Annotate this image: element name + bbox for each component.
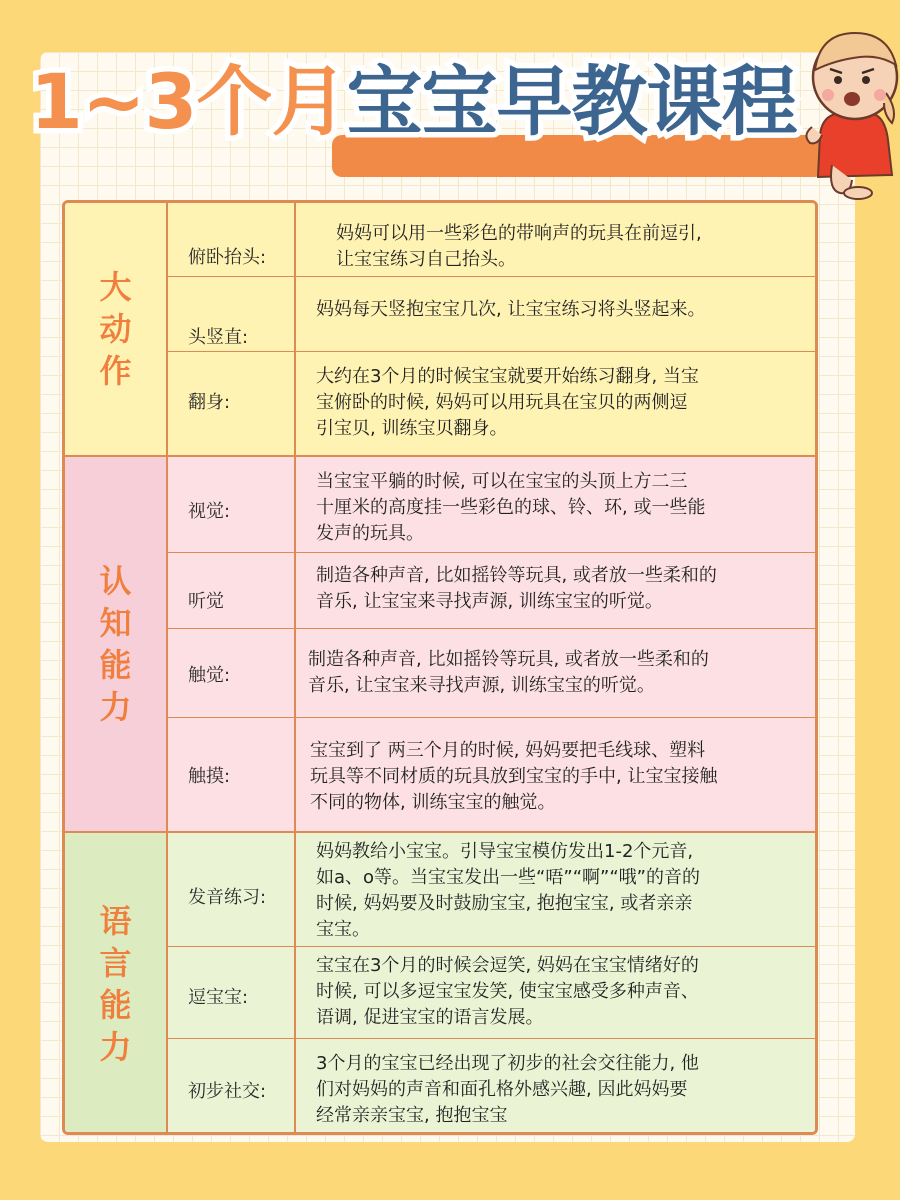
- row-label-cell: [168, 553, 296, 628]
- row-description: 妈妈教给小宝宝。引导宝宝模仿发出1-2个元音, 如a、o等。当宝宝发出一些“唔”“啊”“哦”的音的 时候, 妈妈要及时鼓励宝宝, 抱抱宝宝, 或者亲亲 宝宝。: [316, 841, 700, 940]
- table-row: [168, 718, 815, 831]
- table-row: [168, 277, 815, 352]
- row-label-cell: [168, 457, 296, 552]
- table-row: [168, 1039, 815, 1135]
- table-row: [168, 629, 815, 718]
- row-label: 触觉:: [188, 665, 231, 686]
- baby-mascot-illustration: [800, 15, 900, 200]
- row-label-cell: [168, 1039, 296, 1135]
- row-label: 头竖直:: [188, 327, 249, 348]
- row-description: 宝宝到了 两三个月的时候, 妈妈要把毛线球、塑料 玩具等不同材质的玩具放到宝宝的手中, 让宝宝接触 不同的物体, 训练宝宝的触觉。: [310, 740, 718, 813]
- category-label: 认知能力: [99, 562, 132, 726]
- title-age-range: 1~3个月: [30, 57, 347, 146]
- row-label-cell: [168, 277, 296, 351]
- row-label: 视觉:: [188, 501, 231, 522]
- page-title: [30, 52, 830, 152]
- row-label: 初步社交:: [188, 1081, 267, 1102]
- row-label: 翻身:: [188, 392, 231, 413]
- table-row: [168, 833, 815, 947]
- row-description: 宝宝在3个月的时候会逗笑, 妈妈在宝宝情绪好的 时候, 可以多逗宝宝发笑, 使宝宝感受多种声音、 语调, 促进宝宝的语言发展。: [316, 955, 699, 1028]
- category-cell: [65, 833, 168, 1135]
- row-label-cell: [168, 203, 296, 276]
- row-label: 俯卧抬头:: [188, 247, 267, 268]
- row-description: 妈妈可以用一些彩色的带响声的玩具在前逗引, 让宝宝练习自己抬头。: [336, 223, 702, 270]
- row-label-cell: [168, 629, 296, 717]
- row-label: 触摸:: [188, 766, 231, 787]
- category-cell: [65, 203, 168, 455]
- row-label: 发音练习:: [188, 887, 267, 908]
- course-table: [62, 200, 818, 1135]
- section-gross-motor: [65, 203, 815, 455]
- row-label-cell: [168, 718, 296, 831]
- row-label-cell: [168, 352, 296, 455]
- title-course-name: 宝宝早教课程: [346, 57, 797, 146]
- row-description: 3个月的宝宝已经出现了初步的社会交往能力, 他 们对妈妈的声音和面孔格外感兴趣, 因此妈妈要 经常亲亲宝宝, 抱抱宝宝: [316, 1053, 699, 1126]
- category-label: 大动作: [99, 268, 132, 390]
- section-cognition: [65, 457, 815, 831]
- row-label: 逗宝宝:: [188, 987, 249, 1008]
- row-description: 妈妈每天竖抱宝宝几次, 让宝宝练习将头竖起来。: [316, 299, 706, 320]
- row-description: 当宝宝平躺的时候, 可以在宝宝的头顶上方二三 十厘米的高度挂一些彩色的球、铃、环, 或一些能 发声的玩具。: [316, 471, 706, 544]
- row-label-cell: [168, 833, 296, 946]
- row-label-cell: [168, 947, 296, 1038]
- section-language: [65, 833, 815, 1135]
- row-label: 听觉: [188, 591, 224, 612]
- table-row: [168, 457, 815, 553]
- category-cell: [65, 457, 168, 831]
- table-row: [168, 947, 815, 1039]
- row-description: 大约在3个月的时候宝宝就要开始练习翻身, 当宝 宝俯卧的时候, 妈妈可以用玩具在宝贝的两侧逗 引宝贝, 训练宝贝翻身。: [316, 366, 699, 439]
- table-row: [168, 203, 815, 277]
- row-description: 制造各种声音, 比如摇铃等玩具, 或者放一些柔和的 音乐, 让宝宝来寻找声源, 训练宝宝的听觉。: [316, 565, 717, 612]
- table-row: [168, 352, 815, 455]
- row-description: 制造各种声音, 比如摇铃等玩具, 或者放一些柔和的 音乐, 让宝宝来寻找声源, 训练宝宝的听觉。: [308, 649, 709, 696]
- table-row: [168, 553, 815, 629]
- category-label: 语言能力: [99, 902, 132, 1066]
